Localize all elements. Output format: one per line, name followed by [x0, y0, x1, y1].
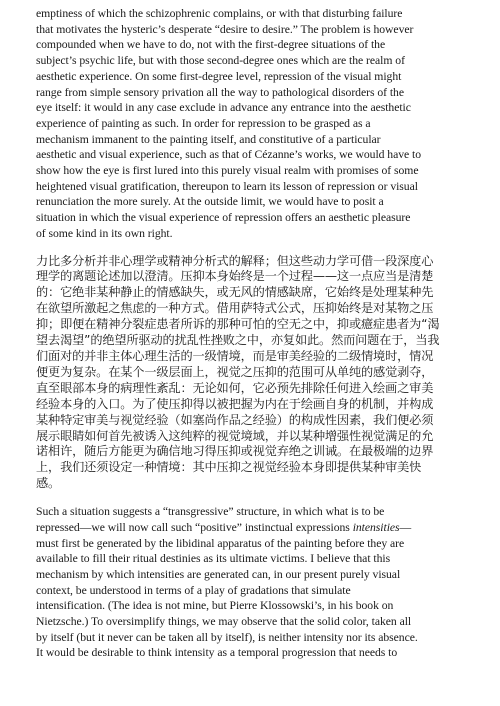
document-page: [36, 6, 464, 661]
english-paragraph-2-rest: — must first be generated by the libidinal apparatus of the painting before they are available to fill their ritual destinies as its ultimate victims. I believe that this mechanism by which intensities are generated can, in our present purely visual context, be understood in terms of a play of gradations that simulate intensification. (The idea is not mine, but Pierre Klossowski’s, in his book on Nietzsche.) To oversimplify things, we may observe that the solid color, taken all by itself (but it never can be taken all by itself), is neither intensity nor its absence. It would be desirable to think intensity as a temporal progression that needs to: [36, 520, 418, 660]
english-paragraph-2-start: Such a situation suggests a “transgressive” structure, in which what is to be repressed—we will now call such “positive” instinctual expressions: [36, 505, 385, 534]
english-paragraph-2: [36, 504, 464, 661]
intensities-term: intensities: [352, 520, 400, 534]
english-paragraph-1: emptiness of which the schizophrenic complains, or with that disturbing failure that motivates the hysteric’s desperate “desire to desire.” The problem is however compounded when we have to do, not with the first-degree situations of the subject’s psychic life, but with those second-degree ones which are the realm of aesthetic experience. On some first-degree level, repression of the visual might range from simple sensory privation all the way to pathological disorders of the eye itself: it would in any case exclude in advance any entrance into the aesthetic experience of painting as such. In order for repression to be grasped as a mechanism immanent to the painting itself, and constitutive of a particular aesthetic and visual experience, such as that of Cézanne’s works, we would have to show how the eye is first lured into this purely visual realm with promises of some heightened visual gratification, thereupon to learn its lesson of repression or visual renunciation the more surely. At the outside limit, we would have to posit a situation in which the visual experience of repression offers an aesthetic pleasure of some kind in its own right.: [36, 7, 422, 240]
chinese-paragraph: 力比多分析并非心理学或精神分析式的解释；但这些动力学可借一段深度心 理学的离题论述加以澄清。压抑本身始终是一个过程——这一点应当是清楚 的：它绝非某种静止的情感缺失，或无风的情感缺席，它始终是处理某种先 在欲望所激起之焦虑的一种方式。借用萨特式公式，压抑始终是对某物之压 抑；即便在精神分裂症患者所诉的那种可怕的空无之中，抑或癔症患者为“渴 望去渴望”的绝望所驱动的扰乱性挫败之中，亦复如此。然而问题在于，当我 们面对的并非主体心理生活的一级情境，而是审美经验的二级情境时，情况 便更为复杂。在某个一级层面上，视觉之压抑的范围可从单纯的感觉剥夺， 直至眼部本身的病理性紊乱：无论如何，它必预先排除任何进入绘画之审美 经验本身的入口。为了使压抑得以被把握为内在于绘画自身的机制，并构成 某种特定审美与视觉经验（如塞尚作品之经验）的构成性因素，我们便必须 展示眼睛如何首先被诱入这纯粹的视觉境域，并以某种增强性视觉满足的允 诺相许，随后方能更为确信地习得压抑或视觉弃绝之训诫。在最极端的边界 上，我们还须设定一种情境：其中压抑之视觉经验本身即提供某种审美快 感。: [36, 253, 440, 491]
